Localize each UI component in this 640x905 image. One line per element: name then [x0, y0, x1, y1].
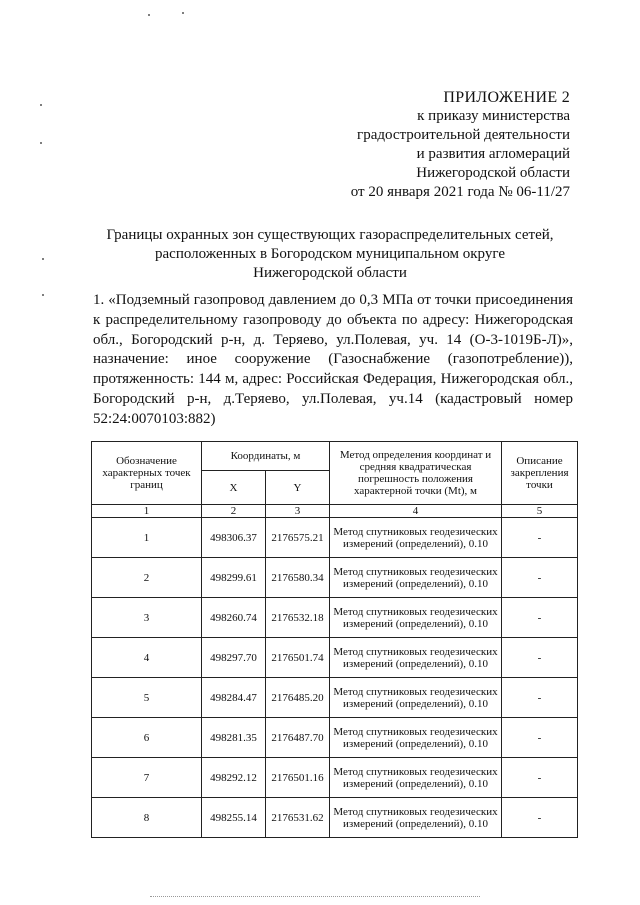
point-id: 8 — [92, 798, 202, 838]
description-cell: - — [502, 718, 578, 758]
appendix-title: ПРИЛОЖЕНИЕ 2 — [443, 89, 570, 106]
coord-y: 2176532.18 — [266, 598, 330, 638]
document-title-line: Нижегородской области — [253, 265, 407, 281]
point-id: 5 — [92, 678, 202, 718]
header-point: Обозначение характерных точек границ — [92, 442, 202, 505]
appendix-line: от 20 января 2021 года № 06-11/27 — [350, 184, 570, 200]
scan-speck — [42, 258, 44, 260]
item-description: 1. «Подземный газопровод давлением до 0,3 МПа от точки присоединения к распределительному газопроводу до объекта по адресу: Нижегородская обл., Богородский р-н, д. Теряево, ул.Полевая, уч. 14 (О-3-1019Б-Л)», назначение: иное сооружение (Газоснабжение (газопотребление)), протяженность: 144 м, адрес: Российская Федерация, Нижегородская обл., Богородский р-н, д.Теряево, ул.Полевая, уч.14 (кадастровый номер 52:24:0070103:882) — [93, 292, 573, 427]
column-number: 1 — [92, 505, 202, 518]
appendix-line: градостроительной деятельности — [357, 127, 570, 143]
point-id: 4 — [92, 638, 202, 678]
coord-y: 2176580.34 — [266, 558, 330, 598]
appendix-line: к приказу министерства — [417, 108, 570, 124]
description-cell: - — [502, 558, 578, 598]
document-title-line: расположенных в Богородском муниципальном округе — [155, 246, 505, 262]
coord-x: 498292.12 — [202, 758, 266, 798]
method-cell: Метод спутниковых геодезических измерений (определений), 0.10 — [330, 638, 502, 678]
method-cell: Метод спутниковых геодезических измерений (определений), 0.10 — [330, 718, 502, 758]
method-cell: Метод спутниковых геодезических измерений (определений), 0.10 — [330, 798, 502, 838]
coord-x: 498281.35 — [202, 718, 266, 758]
point-id: 6 — [92, 718, 202, 758]
method-cell: Метод спутниковых геодезических измерений (определений), 0.10 — [330, 558, 502, 598]
scan-edge-line — [150, 896, 480, 897]
table-row — [92, 638, 578, 678]
appendix-line: Нижегородской области — [416, 165, 570, 181]
document-title-line: Границы охранных зон существующих газораспределительных сетей, — [106, 227, 554, 243]
coord-x: 498260.74 — [202, 598, 266, 638]
point-id: 7 — [92, 758, 202, 798]
coord-x: 498299.61 — [202, 558, 266, 598]
description-cell: - — [502, 758, 578, 798]
table-row — [92, 758, 578, 798]
scan-speck — [182, 12, 184, 14]
description-cell: - — [502, 678, 578, 718]
method-cell: Метод спутниковых геодезических измерений (определений), 0.10 — [330, 598, 502, 638]
method-cell: Метод спутниковых геодезических измерений (определений), 0.10 — [330, 518, 502, 558]
method-cell: Метод спутниковых геодезических измерений (определений), 0.10 — [330, 758, 502, 798]
document-title — [80, 226, 580, 283]
header-method: Метод определения координат и средняя квадратическая погрешность положения характерной точки (Mt), м — [330, 442, 502, 505]
description-cell: - — [502, 798, 578, 838]
header-x: X — [202, 471, 266, 505]
point-id: 3 — [92, 598, 202, 638]
column-number: 4 — [330, 505, 502, 518]
description-cell: - — [502, 518, 578, 558]
header-y: Y — [266, 471, 330, 505]
scan-speck — [40, 104, 42, 106]
table-row — [92, 798, 578, 838]
table-row — [92, 678, 578, 718]
column-number: 5 — [502, 505, 578, 518]
table-row — [92, 518, 578, 558]
column-number: 2 — [202, 505, 266, 518]
appendix-block — [270, 88, 570, 202]
coord-y: 2176487.70 — [266, 718, 330, 758]
header-coordinates: Координаты, м — [202, 442, 330, 471]
point-id: 1 — [92, 518, 202, 558]
scan-speck — [40, 142, 42, 144]
description-cell: - — [502, 598, 578, 638]
table-row — [92, 718, 578, 758]
method-cell: Метод спутниковых геодезических измерений (определений), 0.10 — [330, 678, 502, 718]
coord-x: 498255.14 — [202, 798, 266, 838]
description-cell: - — [502, 638, 578, 678]
point-id: 2 — [92, 558, 202, 598]
column-number: 3 — [266, 505, 330, 518]
appendix-line: и развития агломераций — [416, 146, 570, 162]
coord-y: 2176575.21 — [266, 518, 330, 558]
coord-x: 498284.47 — [202, 678, 266, 718]
table-row — [92, 558, 578, 598]
scan-speck — [148, 14, 150, 16]
coord-y: 2176485.20 — [266, 678, 330, 718]
header-description: Описание закрепления точки — [502, 442, 578, 505]
table-row — [92, 598, 578, 638]
coordinates-table — [91, 441, 578, 838]
coord-y: 2176501.74 — [266, 638, 330, 678]
coord-x: 498297.70 — [202, 638, 266, 678]
scan-speck — [42, 294, 44, 296]
coord-y: 2176501.16 — [266, 758, 330, 798]
coord-y: 2176531.62 — [266, 798, 330, 838]
coord-x: 498306.37 — [202, 518, 266, 558]
